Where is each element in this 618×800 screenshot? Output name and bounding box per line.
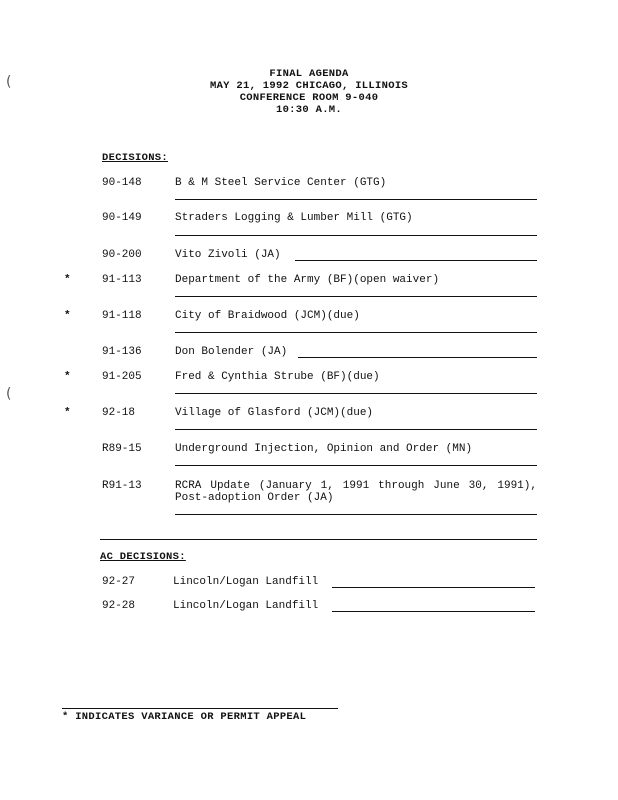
docket-number: 91-118	[102, 310, 142, 322]
docket-number: 91-205	[102, 371, 142, 383]
docket-number: 92-27	[102, 576, 136, 588]
case-title: RCRA Update (January 1, 1991 through June 30, 1991), Post-adoption Order (JA)	[175, 480, 537, 504]
decisions-heading: DECISIONS:	[102, 152, 169, 164]
signature-line	[175, 429, 537, 430]
signature-line	[175, 199, 537, 200]
decision-row	[0, 480, 618, 508]
margin-mark-middle: (	[6, 386, 12, 402]
case-title: Underground Injection, Opinion and Order (MN)	[175, 443, 473, 455]
margin-mark-top: (	[6, 74, 12, 90]
docket-number: 91-136	[102, 346, 142, 358]
signature-line	[175, 296, 537, 297]
signature-line	[175, 393, 537, 394]
signature-line	[175, 332, 537, 333]
agenda-room: CONFERENCE ROOM 9-040	[239, 92, 379, 104]
variance-star: *	[64, 310, 71, 322]
signature-line	[295, 260, 537, 261]
case-title: Village of Glasford (JCM)(due)	[175, 407, 374, 419]
case-title: Straders Logging & Lumber Mill (GTG)	[175, 212, 413, 224]
agenda-date-location: MAY 21, 1992 CHICAGO, ILLINOIS	[209, 80, 409, 92]
docket-number: R91-13	[102, 480, 142, 492]
docket-number: 91-113	[102, 274, 142, 286]
footer-divider	[62, 708, 338, 709]
case-title: B & M Steel Service Center (GTG)	[175, 177, 387, 189]
variance-star: *	[64, 407, 71, 419]
footer-note: * INDICATES VARIANCE OR PERMIT APPEAL	[62, 711, 307, 723]
agenda-title: FINAL AGENDA	[269, 68, 349, 80]
docket-number: 90-148	[102, 177, 142, 189]
docket-number: 90-149	[102, 212, 142, 224]
docket-number: 92-28	[102, 600, 136, 612]
section-divider	[100, 539, 537, 540]
signature-line	[298, 357, 537, 358]
docket-number: R89-15	[102, 443, 142, 455]
case-title: Lincoln/Logan Landfill	[173, 576, 319, 588]
variance-star: *	[64, 371, 71, 383]
case-title: Department of the Army (BF)(open waiver)	[175, 274, 440, 286]
variance-star: *	[64, 274, 71, 286]
case-title: Fred & Cynthia Strube (BF)(due)	[175, 371, 380, 383]
docket-number: 92-18	[102, 407, 136, 419]
signature-line	[175, 514, 537, 515]
ac-decisions-heading: AC DECISIONS:	[100, 551, 186, 563]
docket-number: 90-200	[102, 249, 142, 261]
case-title: Vito Zivoli (JA)	[175, 249, 281, 261]
case-title: Lincoln/Logan Landfill	[173, 600, 319, 612]
signature-line	[332, 611, 535, 612]
signature-line	[332, 587, 535, 588]
agenda-time: 10:30 A.M.	[275, 104, 342, 116]
case-title: City of Braidwood (JCM)(due)	[175, 310, 360, 322]
case-title: Don Bolender (JA)	[175, 346, 288, 358]
signature-line	[175, 235, 537, 236]
signature-line	[175, 465, 537, 466]
